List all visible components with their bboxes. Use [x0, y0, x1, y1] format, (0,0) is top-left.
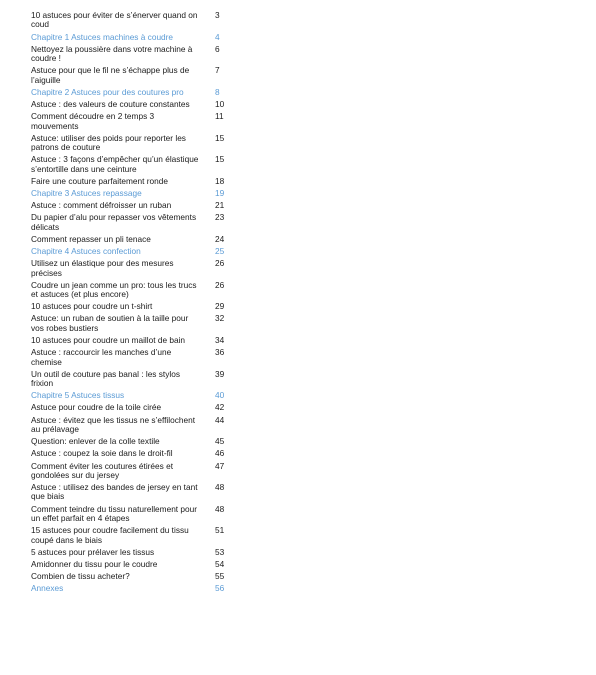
- toc-page-number: 24: [215, 233, 225, 244]
- toc-page-number: 45: [215, 436, 225, 447]
- toc-entry-title: Combien de tissu acheter?: [31, 571, 130, 582]
- toc-page-number: 6: [215, 43, 220, 54]
- toc-page-number: 3: [215, 10, 220, 20]
- toc-chapter-link[interactable]: [31, 391, 243, 400]
- toc-chapter-link[interactable]: [31, 584, 243, 593]
- toc-page-number: 39: [215, 368, 225, 379]
- toc-entry[interactable]: [31, 45, 243, 64]
- toc-entry-title: Astuce : raccourcir les manches d’une chemise: [31, 347, 172, 367]
- toc-entry[interactable]: [31, 213, 243, 232]
- toc-entry-title: Utilisez un élastique pour des mesures précises: [31, 258, 174, 278]
- toc-entry-title: 10 astuces pour éviter de s’énerver quand on coud: [31, 10, 198, 30]
- toc-entry-title: Comment éviter les coutures étirées et gondolées sur du jersey: [31, 460, 174, 480]
- toc-entry[interactable]: [31, 259, 243, 278]
- toc-entry-title: Astuce: un ruban de soutien à la taille pour vos robes bustiers: [31, 313, 189, 333]
- toc-page-number: 51: [215, 525, 225, 536]
- toc-entry[interactable]: [31, 281, 243, 300]
- toc-page-number: 48: [215, 503, 225, 514]
- toc-entry[interactable]: [31, 462, 243, 481]
- toc-page-number: 15: [215, 154, 225, 165]
- toc-entry[interactable]: [31, 416, 243, 435]
- toc-entry[interactable]: [31, 177, 243, 186]
- toc-page-number: 36: [215, 347, 225, 358]
- toc-entry-title: Astuce : comment défroisser un ruban: [31, 200, 172, 211]
- toc-entry-title: Astuce : des valeurs de couture constantes: [31, 99, 190, 109]
- toc-entry[interactable]: [31, 572, 243, 581]
- toc-entry-title: Comment découdre en 2 temps 3 mouvements: [31, 111, 155, 131]
- toc-entry-title: Astuce pour que le fil ne s’échappe plus de l’aiguille: [31, 65, 190, 85]
- toc-page-number: 25: [215, 246, 225, 257]
- toc-chapter-link[interactable]: [31, 88, 243, 97]
- toc-entry-title: 10 astuces pour coudre un t-shirt: [31, 301, 153, 312]
- toc-entry-title: Astuce : utilisez des bandes de jersey en tant que biais: [31, 482, 198, 502]
- toc-page-number: 11: [215, 111, 224, 122]
- toc-entry-title: 5 astuces pour prélaver les tissus: [31, 546, 155, 557]
- toc-entry-title: Astuce : 3 façons d’empêcher qu’un élastique s’entortille dans une ceinture: [31, 154, 199, 174]
- toc-entry-title: Coudre un jean comme un pro: tous les trucs et astuces (et plus encore): [31, 279, 197, 300]
- toc-chapter-link[interactable]: [31, 247, 243, 256]
- toc-entry-title: Chapitre 1 Astuces machines à coudre: [31, 31, 174, 42]
- toc-page-number: 42: [215, 402, 225, 413]
- toc-entry[interactable]: [31, 483, 243, 502]
- toc-entry-title: Nettoyez la poussière dans votre machine à coudre !: [31, 43, 193, 64]
- toc-entry[interactable]: [31, 235, 243, 244]
- toc-entry-title: Comment repasser un pli tenace: [31, 233, 151, 244]
- toc-entry[interactable]: [31, 314, 243, 333]
- toc-page-number: 46: [215, 448, 225, 459]
- toc-page-number: 7: [215, 65, 220, 76]
- toc-entry[interactable]: [31, 370, 243, 389]
- toc-entry[interactable]: [31, 548, 243, 557]
- toc-page-number: 19: [215, 188, 225, 198]
- toc-entry[interactable]: [31, 505, 243, 524]
- toc-page-number: 29: [215, 301, 225, 312]
- toc-page-number: 21: [215, 200, 225, 211]
- toc-entry[interactable]: [31, 155, 243, 174]
- toc-page-number: 18: [215, 175, 225, 186]
- toc-entry[interactable]: [31, 201, 243, 210]
- toc-page-number: 48: [215, 482, 225, 493]
- toc-page-number: 40: [215, 390, 225, 401]
- table-of-contents: [31, 11, 243, 596]
- toc-entry[interactable]: [31, 560, 243, 569]
- toc-page-number: 55: [215, 571, 225, 582]
- toc-entry[interactable]: [31, 526, 243, 545]
- toc-chapter-link[interactable]: [31, 189, 243, 198]
- toc-page-number: 34: [215, 335, 225, 346]
- toc-entry-title: Chapitre 3 Astuces repassage: [31, 188, 142, 198]
- toc-page-number: 44: [215, 414, 225, 425]
- toc-entry-title: Astuce : coupez la soie dans le droit-fil: [31, 448, 173, 459]
- toc-entry-title: Un outil de couture pas banal : les stylos frixion: [31, 368, 180, 389]
- toc-page-number: 10: [215, 99, 225, 109]
- toc-entry[interactable]: [31, 449, 243, 458]
- toc-entry[interactable]: [31, 403, 243, 412]
- toc-entry-title: Question: enlever de la colle textile: [31, 436, 160, 447]
- toc-entry-title: 15 astuces pour coudre facilement du tissu coupé dans le biais: [31, 525, 189, 545]
- toc-page-number: 26: [215, 258, 225, 269]
- toc-chapter-link[interactable]: [31, 33, 243, 42]
- toc-page-number: 23: [215, 212, 225, 223]
- toc-entry-title: Astuce : évitez que les tissus ne s’effilochent au prélavage: [31, 414, 196, 435]
- toc-entry[interactable]: [31, 336, 243, 345]
- toc-page-number: 53: [215, 546, 225, 557]
- toc-entry-title: Faire une couture parfaitement ronde: [31, 175, 168, 186]
- toc-entry[interactable]: [31, 100, 243, 109]
- toc-entry-title: Annexes: [31, 583, 64, 594]
- toc-entry-title: Amidonner du tissu pour le coudre: [31, 558, 158, 569]
- toc-entry[interactable]: [31, 348, 243, 367]
- toc-entry-title: Astuce: utiliser des poids pour reporter les patrons de couture: [31, 132, 186, 153]
- toc-entry[interactable]: [31, 112, 243, 131]
- toc-page-number: 26: [215, 279, 225, 290]
- toc-page-number: 54: [215, 558, 225, 569]
- toc-entry-title: 10 astuces pour coudre un maillot de bain: [31, 335, 186, 346]
- toc-entry-title: Chapitre 5 Astuces tissus: [31, 390, 125, 401]
- toc-entry-title: Astuce pour coudre de la toile cirée: [31, 402, 162, 413]
- toc-page-number: 56: [215, 583, 225, 594]
- toc-entry-title: Chapitre 2 Astuces pour des coutures pro: [31, 86, 184, 97]
- toc-entry[interactable]: [31, 11, 243, 30]
- toc-entry[interactable]: [31, 437, 243, 446]
- toc-entry-title: Comment teindre du tissu naturellement pour un effet parfait en 4 étapes: [31, 503, 198, 524]
- toc-page-number: 47: [215, 460, 225, 471]
- toc-page-number: 15: [215, 132, 225, 143]
- toc-page-number: 8: [215, 86, 220, 97]
- toc-page-number: 32: [215, 313, 225, 324]
- toc-entry-title: Chapitre 4 Astuces confection: [31, 246, 141, 257]
- toc-entry[interactable]: [31, 134, 243, 153]
- toc-entry-title: Du papier d’alu pour repasser vos vêtements délicats: [31, 212, 197, 232]
- toc-entry[interactable]: [31, 302, 243, 311]
- toc-entry[interactable]: [31, 66, 243, 85]
- toc-page-number: 4: [215, 31, 220, 42]
